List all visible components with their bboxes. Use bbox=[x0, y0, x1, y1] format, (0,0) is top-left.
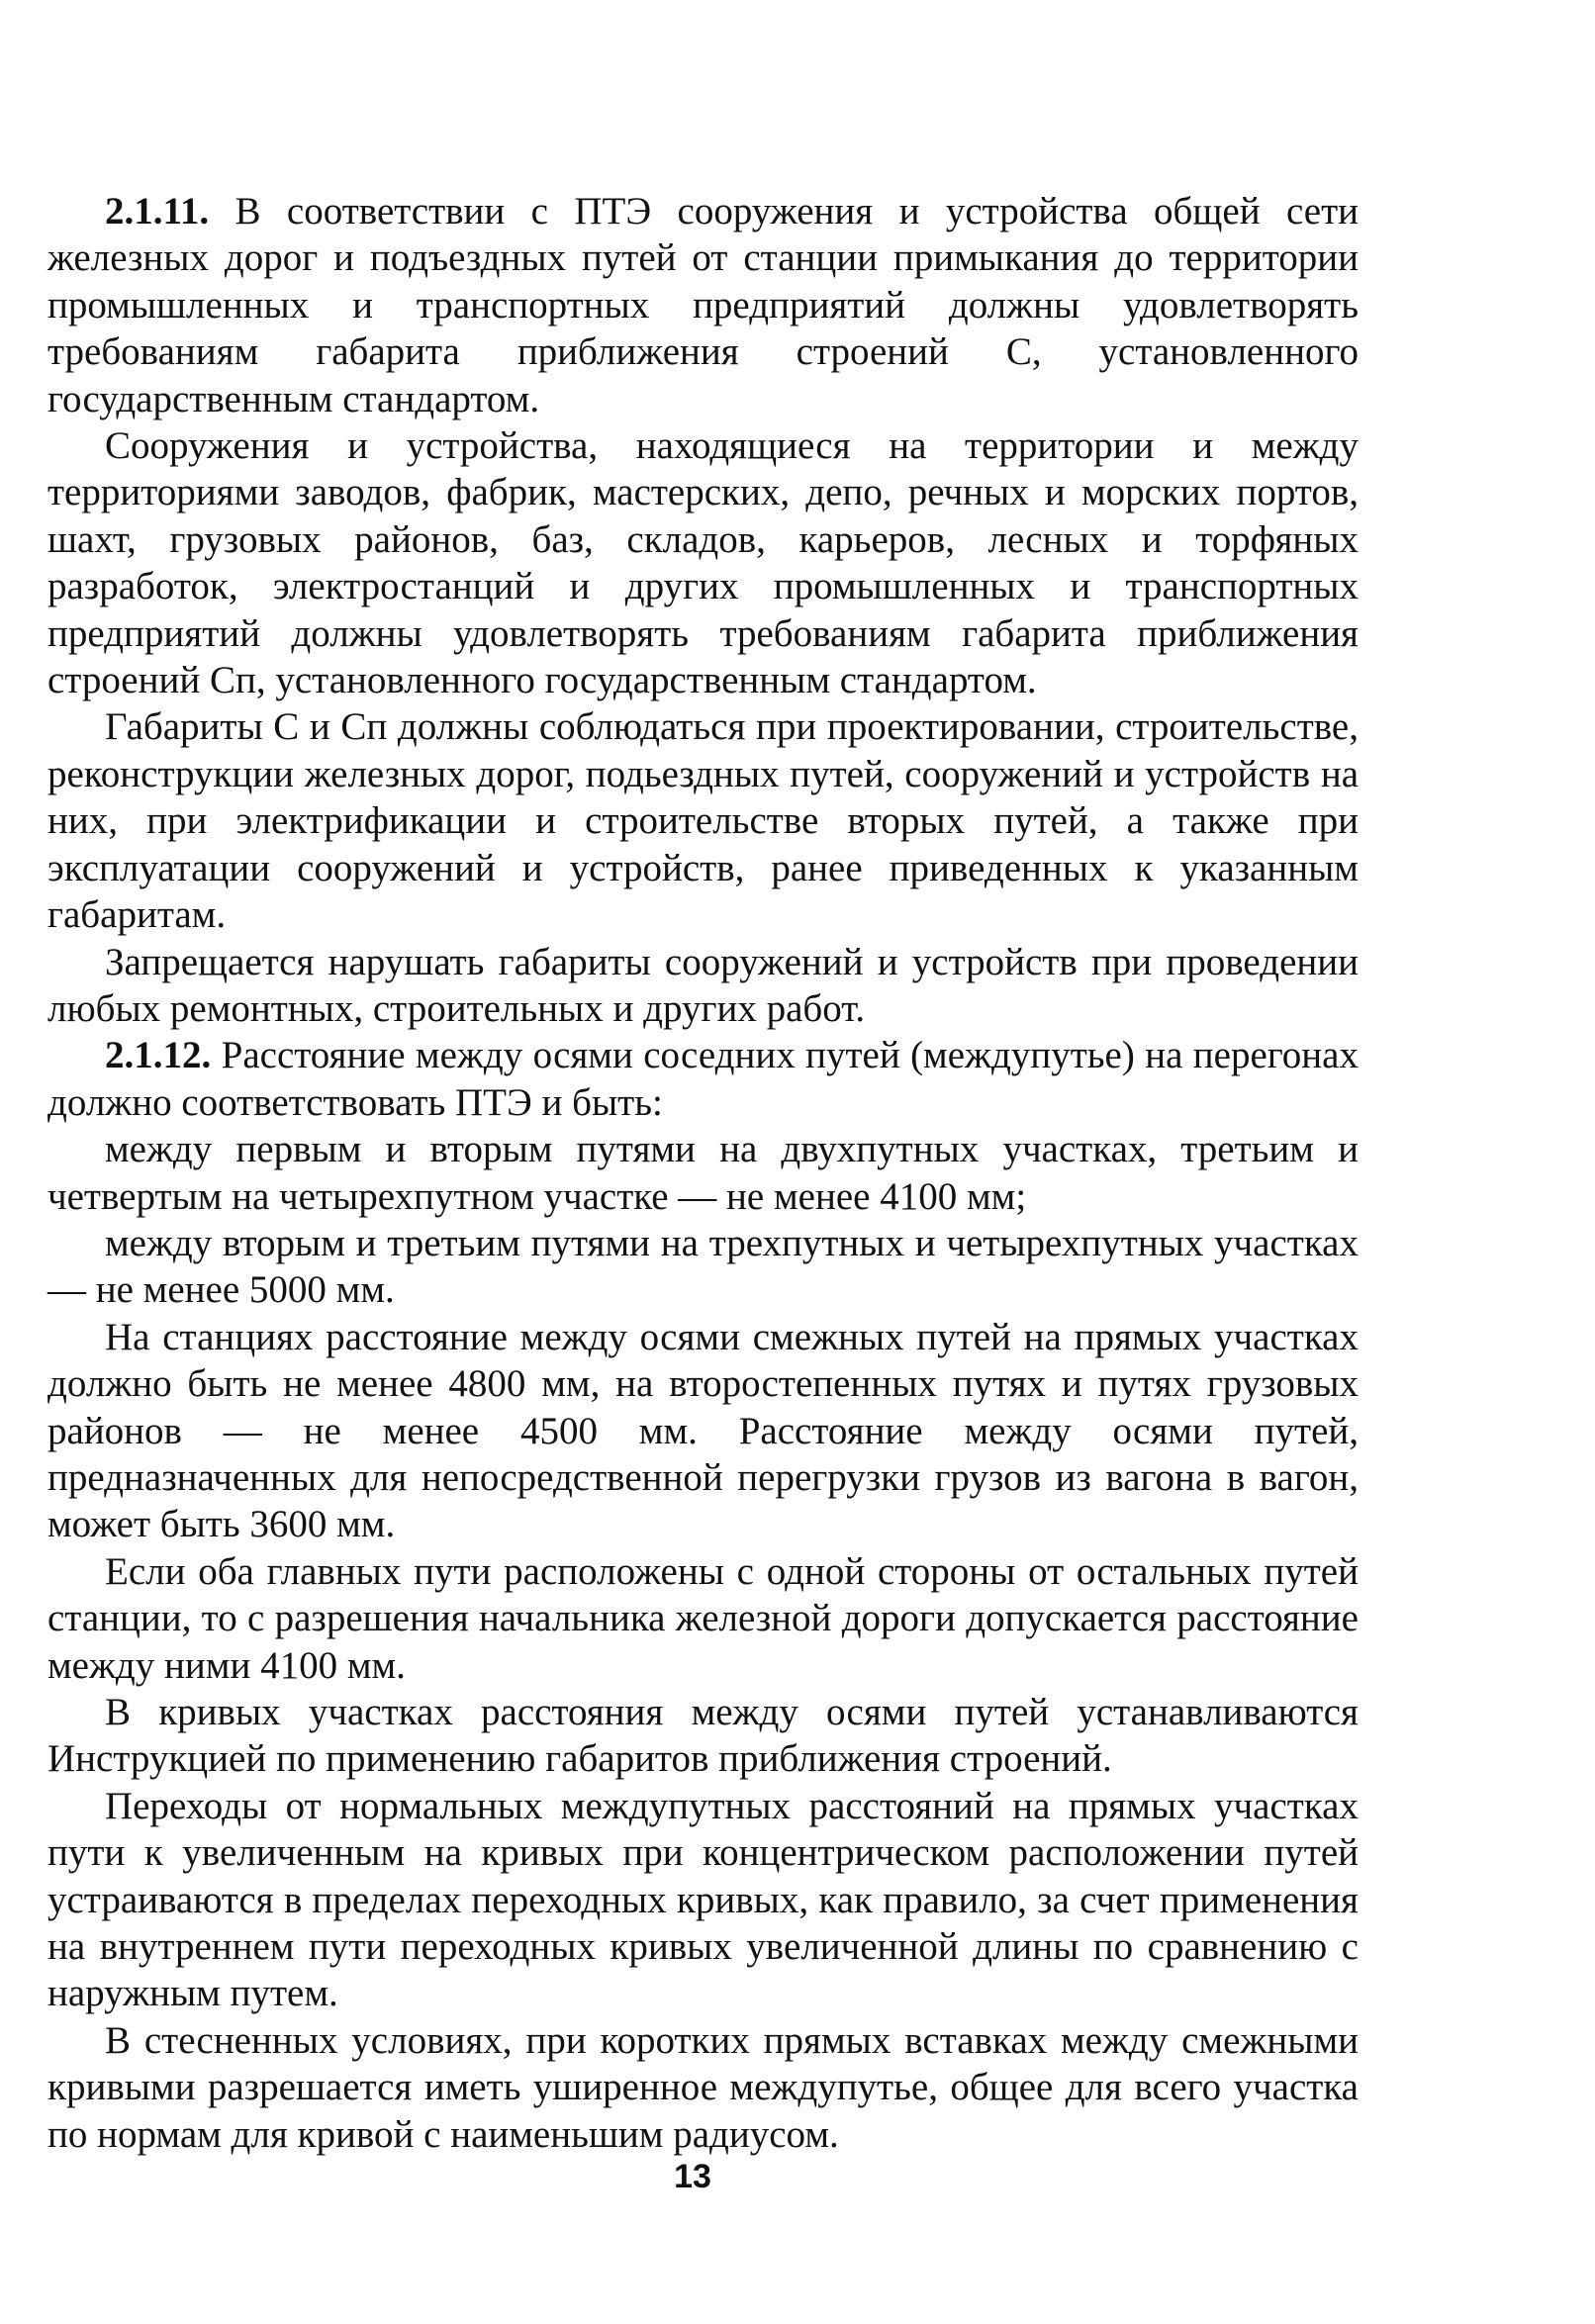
paragraph-text: В кривых участках расстояния между осями путей устанавливаются Инструкцией по применению габаритов приближения строений. bbox=[47, 1691, 1359, 1781]
paragraph bbox=[47, 422, 1359, 703]
paragraph-text: Если оба главных пути расположены с одной стороны от остальных путей станции, то с разрешения начальника железной дороги допускается расстояние между ними 4100 мм. bbox=[47, 1549, 1359, 1687]
paragraph-text: Габариты С и Сп должны соблюдаться при проектировании, строительстве, реконструкции железных дорог, подьездных путей, сооружений и устройств на них, при электрификации и строительстве вторых путей, а также при эксплуатации сооружений и устройств, ранее приведенных к указанным габаритам. bbox=[47, 705, 1359, 937]
paragraph bbox=[47, 1126, 1359, 1220]
paragraph-text: Запрещается нарушать габариты сооружений и устройств при проведении любых ремонтных, строительных и других работ. bbox=[47, 940, 1359, 1030]
paragraph bbox=[47, 1032, 1359, 1126]
page-number: 13 bbox=[674, 2158, 711, 2195]
paragraph bbox=[47, 1689, 1359, 1783]
paragraph-text: между вторым и третьим путями на трехпутных и четырехпутных участках — не менее 5000 мм. bbox=[47, 1221, 1359, 1312]
paragraph bbox=[47, 188, 1359, 422]
paragraph bbox=[47, 1220, 1359, 1314]
paragraph-text: Расстояние между осями соседних путей (междупутье) на перегонах должно соответствовать ПТЭ и быть: bbox=[47, 1034, 1359, 1124]
paragraph bbox=[47, 1314, 1359, 1548]
paragraph bbox=[47, 939, 1359, 1033]
paragraph-text: В соответствии с ПТЭ сооружения и устройства общей сети железных дорог и подъездных путей от станции примыкания до территории промышленных и транспортных предприятий должны удовлетворять требованиям габарита приближения строений С, установленного государственным стандартом. bbox=[47, 190, 1359, 420]
body-text bbox=[47, 188, 1359, 2158]
paragraph-text: В стесненных условиях, при коротких прямых вставках между смежными кривыми разрешается иметь уширенное междупутье, общее для всего участка по нормам для кривой с наименьшим радиусом. bbox=[47, 2018, 1359, 2156]
clause-number: 2.1.11. bbox=[105, 190, 210, 232]
paragraph bbox=[47, 1783, 1359, 2017]
paragraph-text: Переходы от нормальных междупутных расстояний на прямых участках пути к увеличенным на кривых при концентрическом расположении путей устраиваются в пределах переходных кривых, как правило, за счет применения на внутреннем пути переходных кривых увеличенной длины по сравнению с наружным путем. bbox=[47, 1784, 1359, 2015]
paragraph-text: На станциях расстояние между осями смежных путей на прямых участках должно быть не менее 4800 мм, на второстепенных путях и путях грузовых районов — не менее 4500 мм. Расстояние между осями путей, предназначенных для непосредственной перегрузки грузов из вагона в вагон, может быть 3600 мм. bbox=[47, 1315, 1359, 1546]
paragraph-text: Сооружения и устройства, находящиеся на территории и между территориями заводов, фабрик, мастерских, депо, речных и морских портов, шахт, грузовых районов, баз, складов, карьеров, лесных и торфяных разработок, электростанций и других промышленных и транспортных предприятий должны удовлетворять требованиям габарита приближения строений Сп, установленного государственным стандартом. bbox=[47, 424, 1359, 702]
paragraph-text: между первым и вторым путями на двухпутных участках, третьим и четвертым на четырехпутном участке — не менее 4100 мм; bbox=[47, 1128, 1359, 1218]
paragraph bbox=[47, 2017, 1359, 2158]
paragraph bbox=[47, 703, 1359, 938]
paragraph bbox=[47, 1548, 1359, 1689]
clause-number: 2.1.12. bbox=[105, 1034, 212, 1077]
